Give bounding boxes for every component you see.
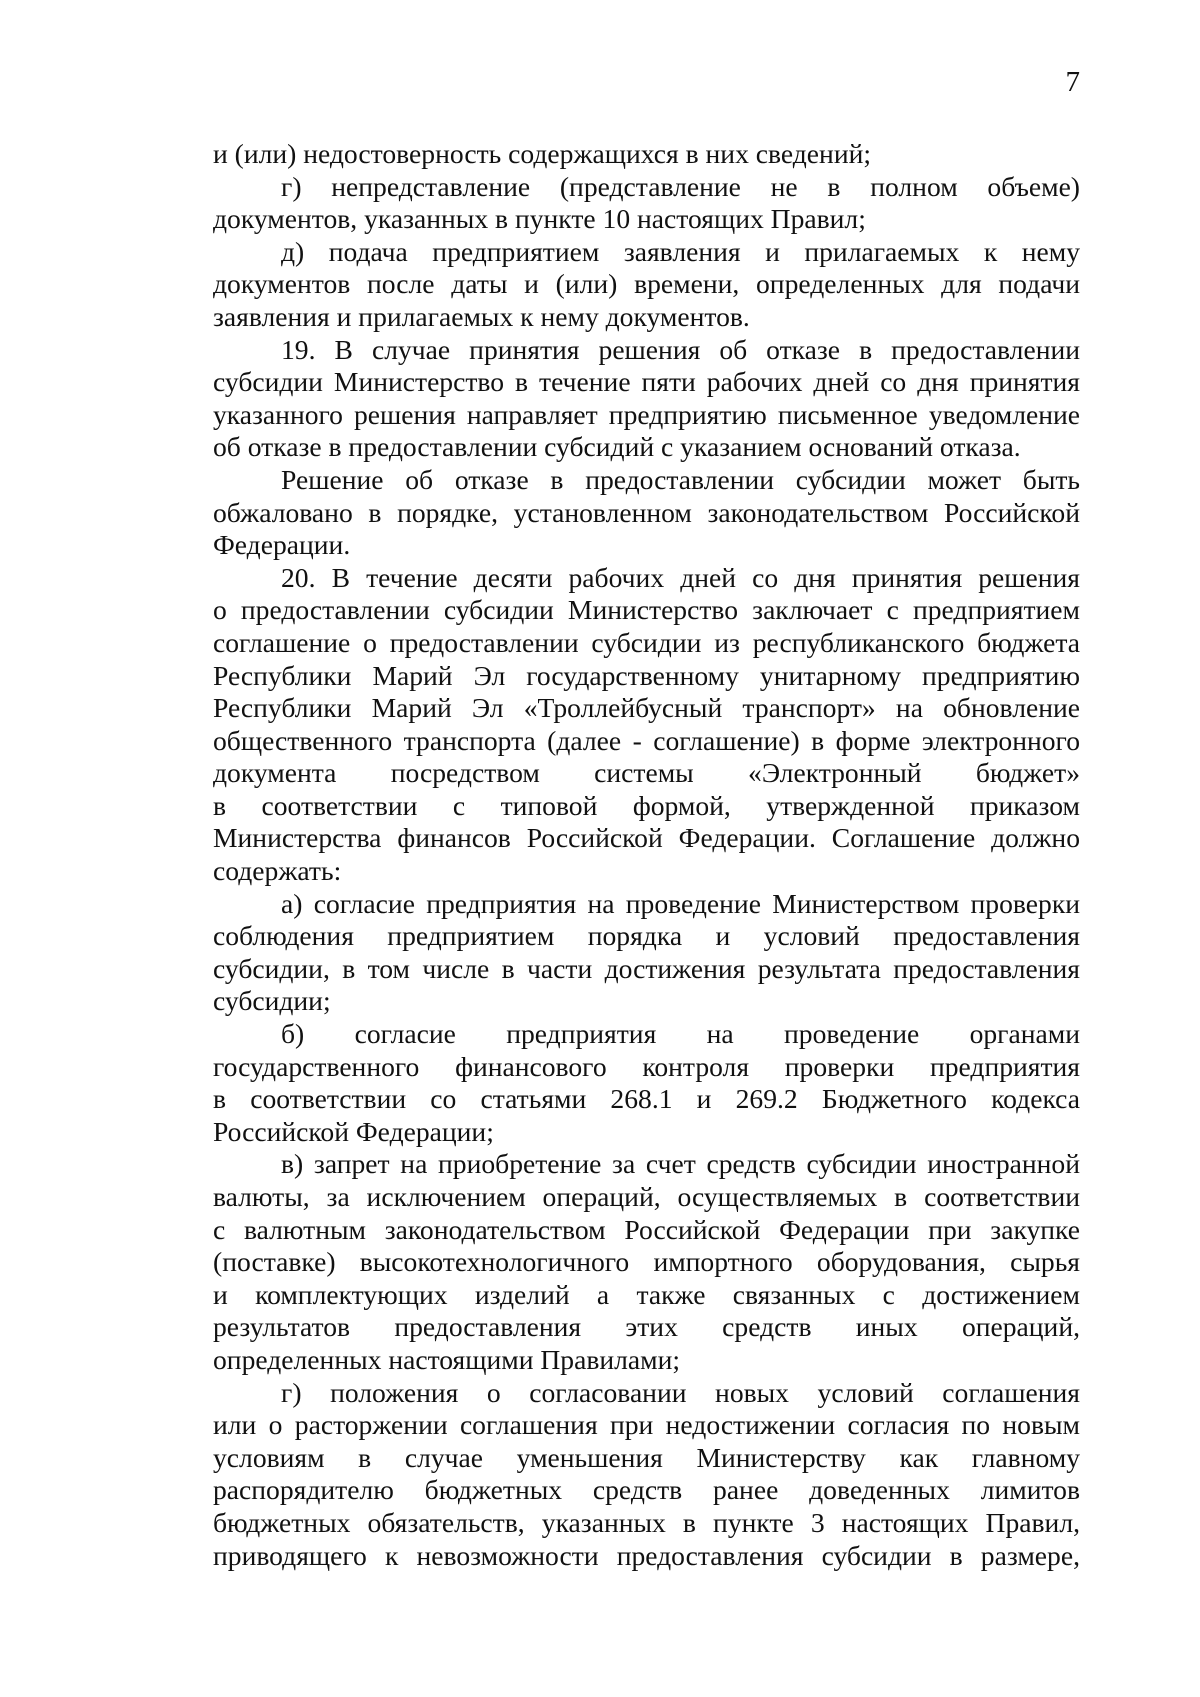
text-line: г) непредставление (представление не в полном объеме) bbox=[281, 170, 1080, 202]
text-line: субсидии Министерство в течение пяти рабочих дней со дня принятия bbox=[213, 366, 1080, 398]
text-line: соблюдения предприятием порядка и условий предоставления bbox=[213, 920, 1080, 952]
text-line: Республики Марий Эл государственному унитарному предприятию bbox=[213, 659, 1080, 691]
text-line: содержать: bbox=[213, 855, 342, 887]
text-line: Федерации. bbox=[213, 529, 351, 561]
text-line: в) запрет на приобретение за счет средств субсидии иностранной bbox=[281, 1148, 1080, 1180]
document-body bbox=[213, 138, 1080, 1572]
text-line: субсидии, в том числе в части достижения результата предоставления bbox=[213, 952, 1080, 984]
text-line: (поставке) высокотехнологичного импортного оборудования, сырья bbox=[213, 1246, 1080, 1278]
text-line: и (или) недостоверность содержащихся в них сведений; bbox=[213, 138, 872, 169]
text-line: Министерства финансов Российской Федерации. Соглашение должно bbox=[213, 822, 1080, 854]
text-line: 20. В течение десяти рабочих дней со дня принятия решения bbox=[281, 561, 1080, 593]
text-line: об отказе в предоставлении субсидий с указанием оснований отказа. bbox=[213, 431, 1021, 463]
text-line: соглашение о предоставлении субсидии из республиканского бюджета bbox=[213, 626, 1080, 658]
text-line: о предоставлении субсидии Министерство заключает с предприятием bbox=[213, 594, 1080, 626]
text-line: Российской Федерации; bbox=[213, 1115, 494, 1147]
text-line: 19. В случае принятия решения об отказе в предоставлении bbox=[281, 333, 1080, 365]
text-line: государственного финансового контроля проверки предприятия bbox=[213, 1050, 1080, 1082]
text-line: Решение об отказе в предоставлении субсидии может быть bbox=[281, 463, 1080, 495]
text-line: г) положения о согласовании новых условий соглашения bbox=[281, 1376, 1080, 1408]
text-line: указанного решения направляет предприятию письменное уведомление bbox=[213, 398, 1080, 430]
text-line: условиям в случае уменьшения Министерству как главному bbox=[213, 1441, 1080, 1473]
text-line: заявления и прилагаемых к нему документов. bbox=[213, 300, 750, 332]
text-line: в соответствии со статьями 268.1 и 269.2 Бюджетного кодекса bbox=[213, 1083, 1080, 1115]
text-line: общественного транспорта (далее - соглашение) в форме электронного bbox=[213, 724, 1080, 756]
text-line: с валютным законодательством Российской Федерации при закупке bbox=[213, 1213, 1080, 1245]
text-line: а) согласие предприятия на проведение Министерством проверки bbox=[281, 887, 1080, 919]
text-line: в соответствии с типовой формой, утвержденной приказом bbox=[213, 789, 1080, 821]
text-line: б) согласие предприятия на проведение органами bbox=[281, 1018, 1080, 1050]
text-line: определенных настоящими Правилами; bbox=[213, 1343, 681, 1375]
text-line: субсидии; bbox=[213, 985, 331, 1017]
text-line: документов, указанных в пункте 10 настоящих Правил; bbox=[213, 203, 866, 235]
text-line: валюты, за исключением операций, осуществляемых в соответствии bbox=[213, 1181, 1080, 1212]
text-line: результатов предоставления этих средств иных операций, bbox=[213, 1311, 1080, 1343]
text-line: документов после даты и (или) времени, определенных для подачи bbox=[213, 268, 1080, 300]
text-line: документа посредством системы «Электронный бюджет» bbox=[213, 757, 1080, 789]
text-line: бюджетных обязательств, указанных в пункте 3 настоящих Правил, bbox=[213, 1506, 1080, 1538]
text-line: обжаловано в порядке, установленном законодательством Российской bbox=[213, 496, 1080, 528]
text-line: или о расторжении соглашения при недостижении согласия по новым bbox=[213, 1409, 1080, 1441]
text-line: и комплектующих изделий а также связанных с достижением bbox=[213, 1278, 1080, 1310]
text-line: распорядителю бюджетных средств ранее доведенных лимитов bbox=[213, 1474, 1080, 1506]
text-line: приводящего к невозможности предоставления субсидии в размере, bbox=[213, 1539, 1080, 1571]
text-line: д) подача предприятием заявления и прилагаемых к нему bbox=[281, 235, 1080, 267]
text-line: Республики Марий Эл «Троллейбусный транспорт» на обновление bbox=[213, 692, 1080, 724]
page-number: 7 bbox=[1065, 66, 1080, 98]
